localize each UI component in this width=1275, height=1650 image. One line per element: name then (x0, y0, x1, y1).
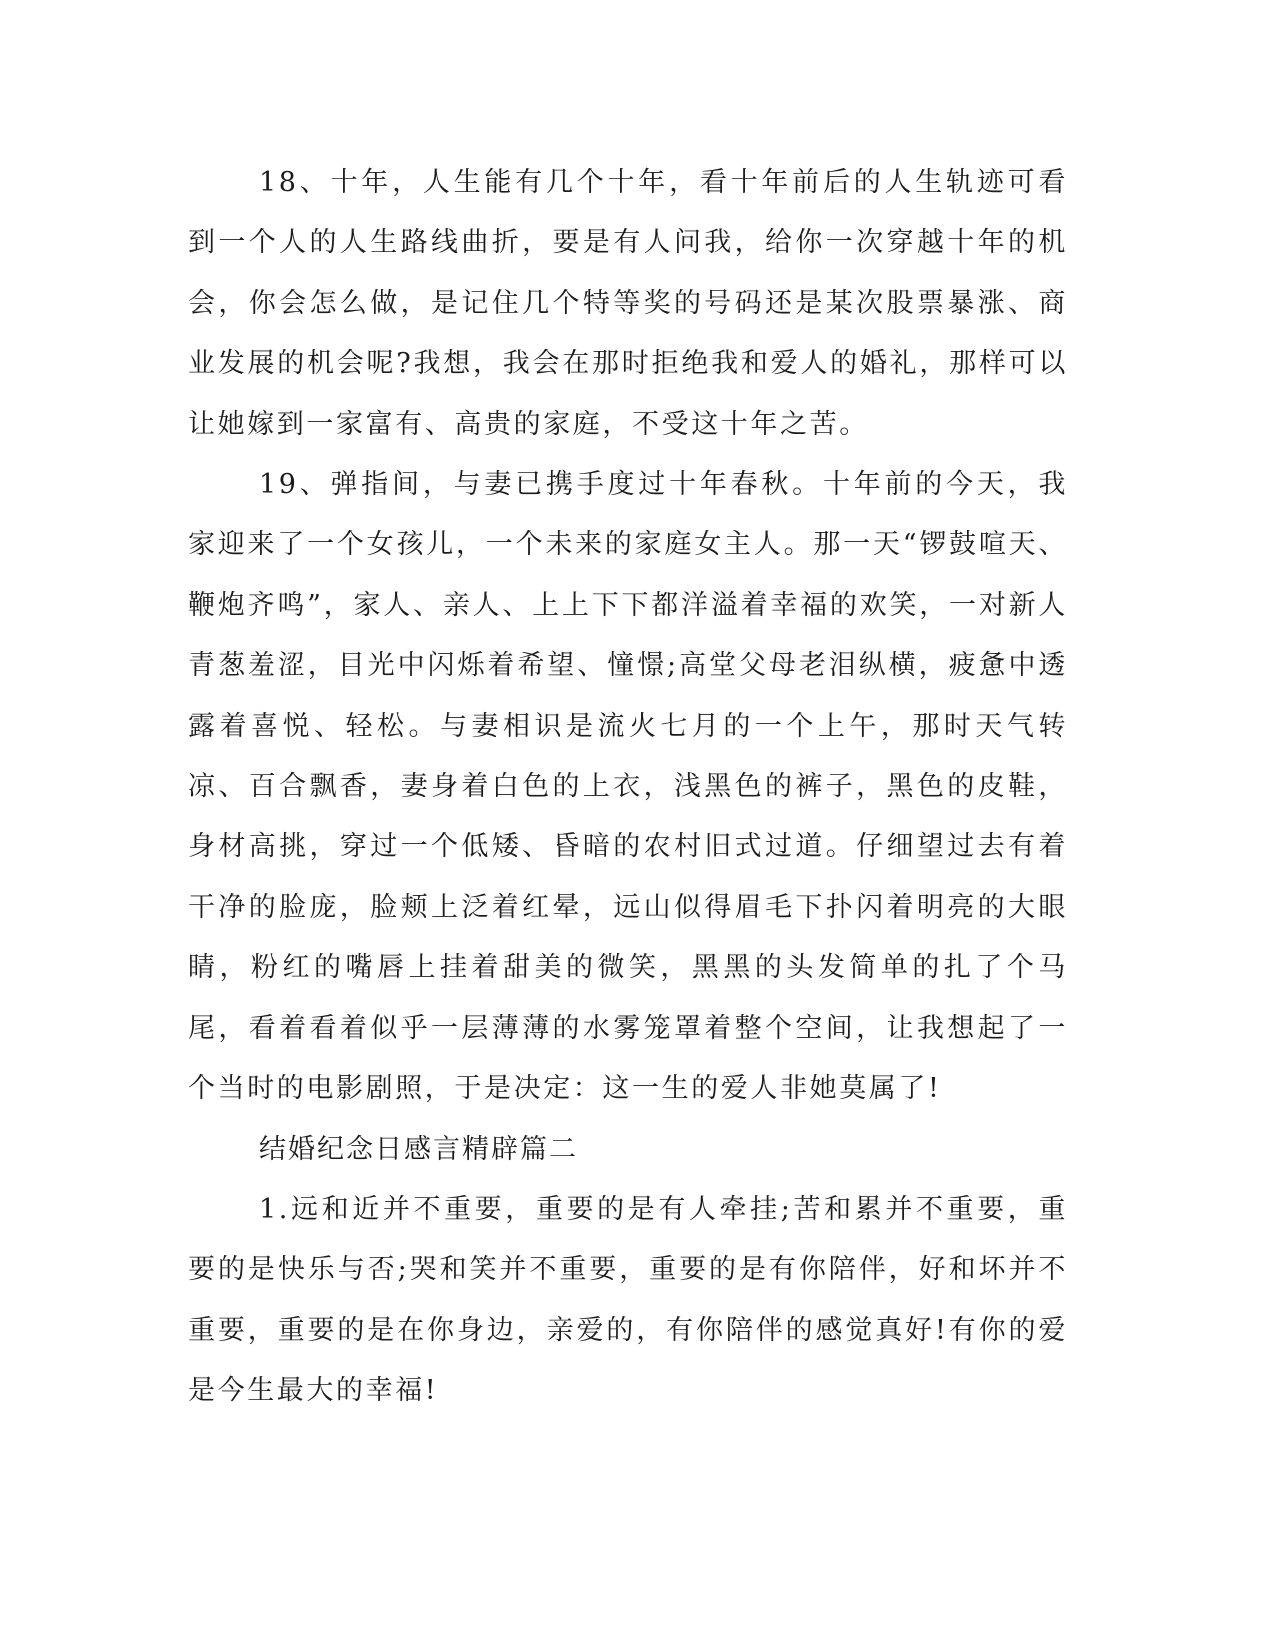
paragraph-section2-1: 1.远和近并不重要，重要的是有人牵挂;苦和累并不重要，重要的是快乐与否;哭和笑并不重要，重要的是有你陪伴，好和坏并不重要，重要的是在你身边，亲爱的，有你陪伴的感觉真好!有你的爱是今生最大的幸福! (188, 1193, 1068, 1407)
paragraph-19: 19、弹指间，与妻已携手度过十年春秋。十年前的今天，我家迎来了一个女孩儿，一个未来的家庭女主人。那一天“锣鼓喧天、鞭炮齐鸣”，家人、亲人、上上下下都洋溢着幸福的欢笑，一对新人青葱羞涩，目光中闪烁着希望、憧憬;高堂父母老泪纵横，疲惫中透露着喜悦、轻松。与妻相识是流火七月的一个上午，那时天气转凉、百合飘香，妻身着白色的上衣，浅黑色的裤子，黑色的皮鞋，身材高挑，穿过一个低矮、昏暗的农村旧式过道。仔细望过去有着干净的脸庞，脸颊上泛着红晕，远山似得眉毛下扑闪着明亮的大眼睛，粉红的嘴唇上挂着甜美的微笑，黑黑的头发简单的扎了个马尾，看着看着似乎一层薄薄的水雾笼罩着整个空间，让我想起了一个当时的电影剧照，于是决定：这一生的爱人非她莫属了! (188, 469, 1068, 1105)
section-heading: 结婚纪念日感言精辟篇二 (259, 1133, 578, 1165)
paragraph-18: 18、十年，人生能有几个十年，看十年前后的人生轨迹可看到一个人的人生路线曲折，要是有人问我，给你一次穿越十年的机会，你会怎么做，是记住几个特等奖的号码还是某次股票暴涨、商业发展的机会呢?我想，我会在那时拒绝我和爱人的婚礼，那样可以让她嫁到一家富有、高贵的家庭，不受这十年之苦。 (188, 167, 1068, 440)
document-body (188, 153, 1068, 1422)
